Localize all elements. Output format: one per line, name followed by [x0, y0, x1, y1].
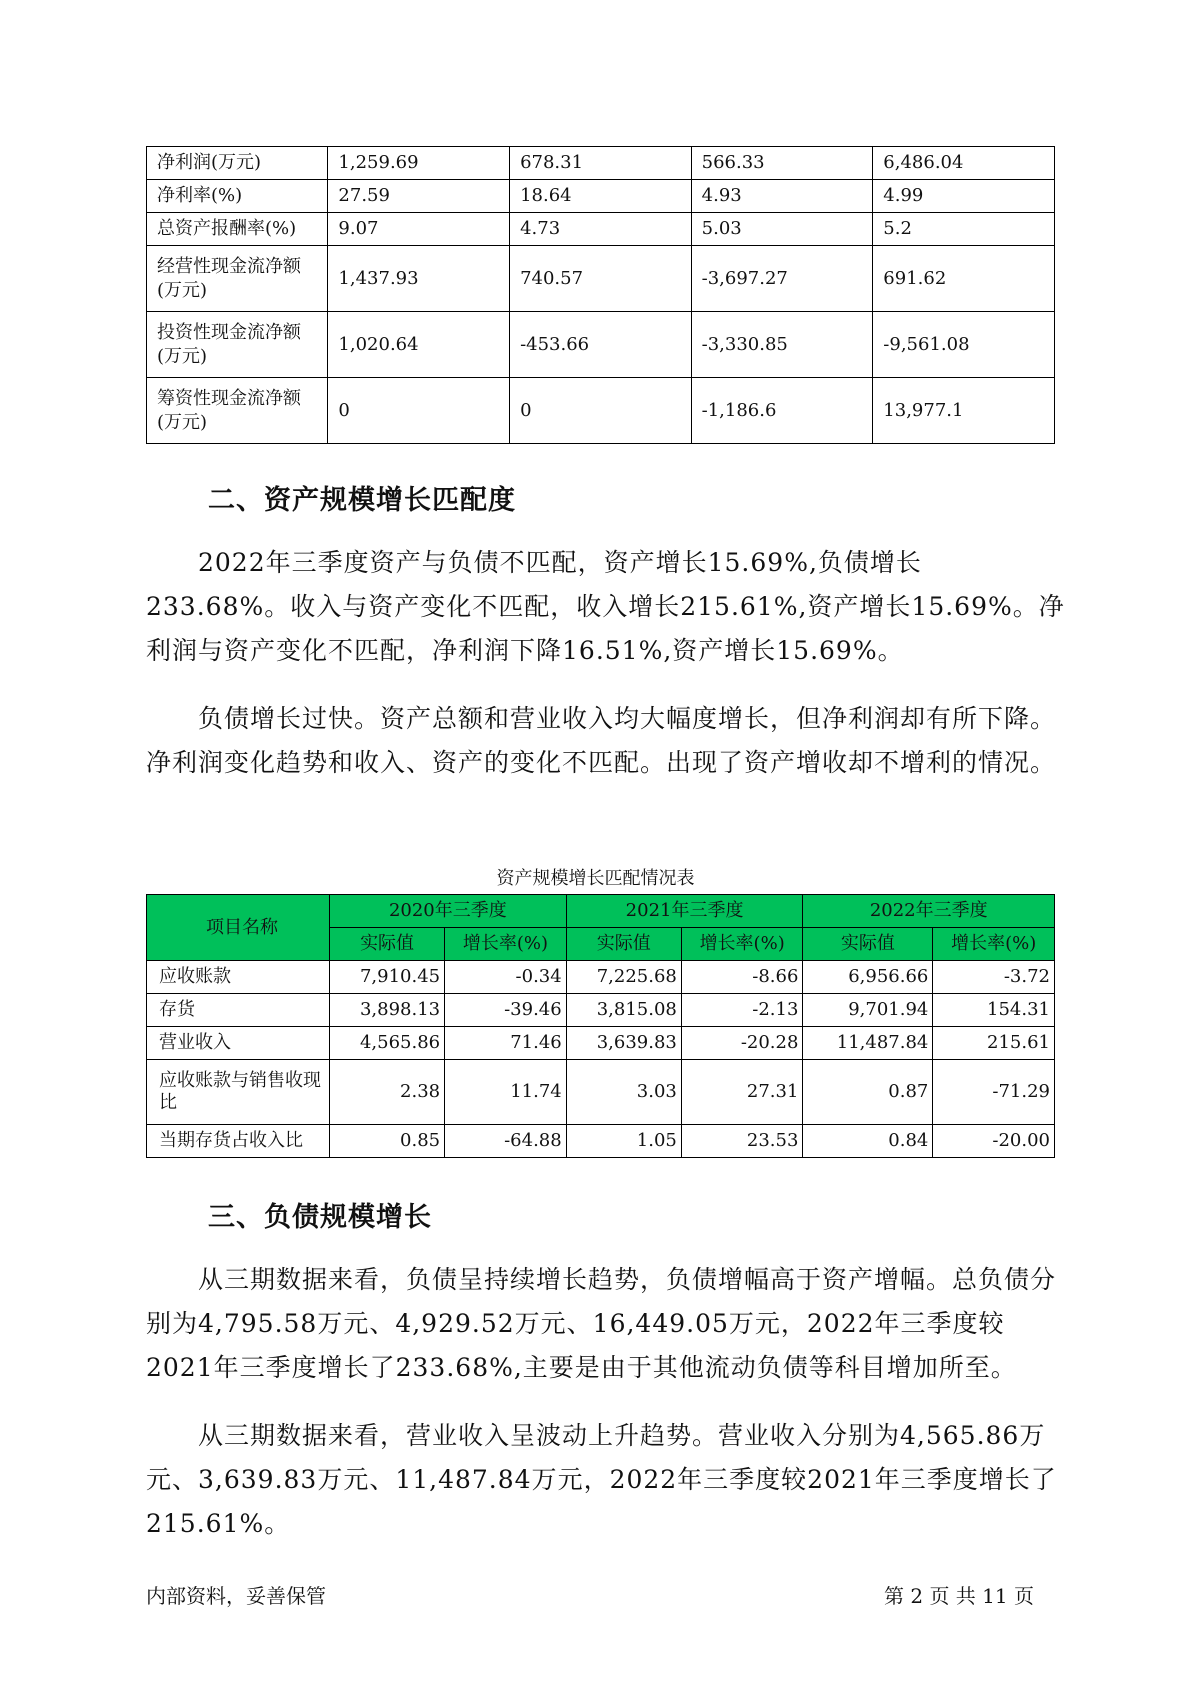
table-row: [147, 312, 1055, 378]
table-cell: 154.31: [933, 994, 1055, 1027]
table-cell: -20.00: [933, 1125, 1055, 1158]
table-cell: -3,330.85: [691, 312, 873, 378]
table-cell: 0: [510, 378, 692, 444]
period-header: 2020年三季度: [330, 895, 567, 928]
table-cell: 3,815.08: [566, 994, 681, 1027]
table-cell: 18.64: [510, 180, 692, 213]
table-cell: 7,910.45: [330, 961, 445, 994]
table-cell: 9,701.94: [803, 994, 933, 1027]
asset-matching-table: [146, 894, 1055, 1158]
table-cell: -0.34: [445, 961, 567, 994]
table-cell: 11.74: [445, 1060, 567, 1125]
table-cell: 4.73: [510, 213, 692, 246]
actual-header: 实际值: [330, 928, 445, 961]
table-row: [147, 1027, 1055, 1060]
table-header-row: [147, 895, 1055, 928]
table-cell: 23.53: [681, 1125, 803, 1158]
row-label: 营业收入: [147, 1027, 330, 1060]
actual-header: 实际值: [566, 928, 681, 961]
table-cell: -71.29: [933, 1060, 1055, 1125]
paragraph: 从三期数据来看，负债呈持续增长趋势，负债增幅高于资产增幅。总负债分别为4,795.58万元、4,929.52万元、16,449.05万元，2022年三季度较2021年三季度增长了233.68%,主要是由于其他流动负债等科目增加所至。: [146, 1265, 1057, 1382]
table-cell: 4.99: [873, 180, 1055, 213]
table-cell: 5.2: [873, 213, 1055, 246]
section-heading: 三、负债规模增长: [208, 1202, 432, 1233]
table-cell: 27.59: [328, 180, 510, 213]
paragraph: 2022年三季度资产与负债不匹配，资产增长15.69%,负债增长233.68%。收入与资产变化不匹配，收入增长215.61%,资产增长15.69%。净利润与资产变化不匹配，净利润下降16.51%,资产增长15.69%。: [146, 548, 1065, 665]
row-label: 投资性现金流净额(万元): [147, 312, 328, 378]
table-cell: -1,186.6: [691, 378, 873, 444]
row-label: 当期存货占收入比: [147, 1125, 330, 1158]
row-label: 应收账款与销售收现比: [147, 1060, 330, 1125]
row-label: 经营性现金流净额(万元): [147, 246, 328, 312]
table-cell: 4,565.86: [330, 1027, 445, 1060]
section-heading: 二、资产规模增长匹配度: [208, 485, 516, 516]
growth-header: 增长率(%): [445, 928, 567, 961]
table-cell: 0.85: [330, 1125, 445, 1158]
growth-header: 增长率(%): [933, 928, 1055, 961]
table-row: [147, 1125, 1055, 1158]
table-cell: 13,977.1: [873, 378, 1055, 444]
period-header: 2021年三季度: [566, 895, 803, 928]
table-cell: 5.03: [691, 213, 873, 246]
table-cell: 11,487.84: [803, 1027, 933, 1060]
table-cell: -2.13: [681, 994, 803, 1027]
table-row: [147, 246, 1055, 312]
table-cell: 2.38: [330, 1060, 445, 1125]
paragraph: 从三期数据来看，营业收入呈波动上升趋势。营业收入分别为4,565.86万元、3,639.83万元、11,487.84万元，2022年三季度较2021年三季度增长了215.61%。: [146, 1421, 1057, 1538]
table-row: [147, 994, 1055, 1027]
table-cell: -9,561.08: [873, 312, 1055, 378]
table-cell: -20.28: [681, 1027, 803, 1060]
table-row: [147, 961, 1055, 994]
table-cell: 691.62: [873, 246, 1055, 312]
table-cell: 1,437.93: [328, 246, 510, 312]
table-cell: 71.46: [445, 1027, 567, 1060]
financial-metrics-table: [146, 146, 1055, 444]
table-row: [147, 147, 1055, 180]
table-cell: 678.31: [510, 147, 692, 180]
table-cell: 740.57: [510, 246, 692, 312]
page-number: 第 2 页 共 11 页: [884, 1584, 1034, 1608]
period-header: 2022年三季度: [803, 895, 1055, 928]
table-row: [147, 180, 1055, 213]
table-cell: -8.66: [681, 961, 803, 994]
table-row: [147, 213, 1055, 246]
table-cell: -39.46: [445, 994, 567, 1027]
row-label: 净利率(%): [147, 180, 328, 213]
actual-header: 实际值: [803, 928, 933, 961]
table-cell: -64.88: [445, 1125, 567, 1158]
table-cell: 3,898.13: [330, 994, 445, 1027]
table-cell: -3,697.27: [691, 246, 873, 312]
row-label: 应收账款: [147, 961, 330, 994]
table-cell: 6,486.04: [873, 147, 1055, 180]
footer-confidential-note: 内部资料，妥善保管: [146, 1584, 326, 1608]
table-cell: 215.61: [933, 1027, 1055, 1060]
row-label: 总资产报酬率(%): [147, 213, 328, 246]
table-cell: 1.05: [566, 1125, 681, 1158]
row-label: 筹资性现金流净额(万元): [147, 378, 328, 444]
paragraph: 负债增长过快。资产总额和营业收入均大幅度增长，但净利润却有所下降。净利润变化趋势和收入、资产的变化不匹配。出现了资产增收却不增利的情况。: [146, 704, 1057, 777]
table-cell: 0: [328, 378, 510, 444]
table-cell: 3.03: [566, 1060, 681, 1125]
table-caption: 资产规模增长匹配情况表: [496, 868, 695, 889]
row-label: 净利润(万元): [147, 147, 328, 180]
table-cell: 4.93: [691, 180, 873, 213]
table-cell: 1,259.69: [328, 147, 510, 180]
table-cell: 0.87: [803, 1060, 933, 1125]
table-cell: -3.72: [933, 961, 1055, 994]
table-row: [147, 1060, 1055, 1125]
table-cell: 6,956.66: [803, 961, 933, 994]
table-cell: 1,020.64: [328, 312, 510, 378]
row-label: 存货: [147, 994, 330, 1027]
table-cell: 9.07: [328, 213, 510, 246]
table-cell: 7,225.68: [566, 961, 681, 994]
table-cell: 27.31: [681, 1060, 803, 1125]
table-cell: -453.66: [510, 312, 692, 378]
item-name-header: 项目名称: [147, 895, 330, 961]
table-cell: 0.84: [803, 1125, 933, 1158]
table-row: [147, 378, 1055, 444]
growth-header: 增长率(%): [681, 928, 803, 961]
table-cell: 566.33: [691, 147, 873, 180]
table-cell: 3,639.83: [566, 1027, 681, 1060]
